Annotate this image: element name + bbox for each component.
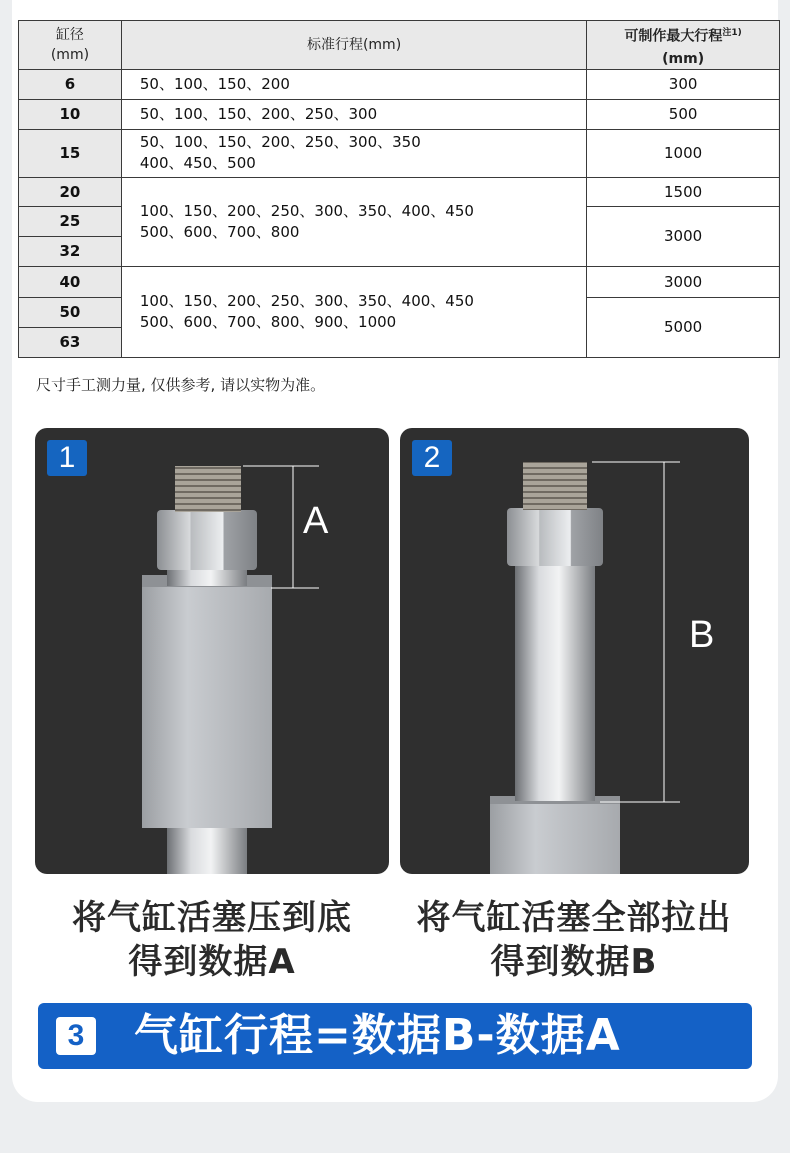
max-stroke-cell: 3000: [587, 206, 780, 266]
step-badge: 1: [47, 440, 87, 476]
stroke-spec-table: [18, 20, 780, 358]
max-stroke-cell: 3000: [587, 266, 780, 297]
bore-cell: 40: [19, 266, 122, 297]
table-row: [19, 99, 780, 129]
bore-cell: 10: [19, 99, 122, 129]
table-row: [19, 69, 780, 99]
table-header-row: [19, 21, 780, 70]
standard-stroke-cell: 100、150、200、250、300、350、400、450 500、600、700、800: [121, 177, 586, 266]
caption-step-2: 将气缸活塞全部拉出 得到数据B: [416, 898, 732, 982]
caption-step-1: 将气缸活塞压到底 得到数据A: [72, 898, 352, 982]
standard-stroke-cell: 50、100、150、200、250、300、350 400、450、500: [121, 129, 586, 177]
formula-banner: [38, 1003, 752, 1069]
table-row: [19, 266, 780, 297]
bore-cell: 25: [19, 206, 122, 236]
measurement-note: 尺寸手工测力量, 仅供参考, 请以实物为准。: [36, 376, 326, 394]
max-stroke-cell: 1500: [587, 177, 780, 206]
step-badge: 2: [412, 440, 452, 476]
cylinder-compressed-illustration: [35, 428, 389, 874]
bore-cell: 63: [19, 327, 122, 357]
bore-cell: 32: [19, 236, 122, 266]
max-stroke-cell: 500: [587, 99, 780, 129]
bore-cell: 15: [19, 129, 122, 177]
table-row: [19, 177, 780, 206]
bore-cell: 6: [19, 69, 122, 99]
max-stroke-cell: 5000: [587, 297, 780, 357]
max-stroke-cell: 1000: [587, 129, 780, 177]
step-badge: 3: [56, 1017, 96, 1055]
header-bore: 缸径 (mm): [19, 21, 122, 70]
dimension-label: A: [303, 500, 329, 542]
panel-compressed: [35, 428, 389, 874]
standard-stroke-cell: 50、100、150、200、250、300: [121, 99, 586, 129]
standard-stroke-cell: 100、150、200、250、300、350、400、450 500、600、700、800、900、1000: [121, 266, 586, 357]
header-max-stroke: 可制作最大行程$^{注1)}$ (mm): [587, 21, 780, 70]
dimension-label: B: [689, 614, 715, 656]
bore-cell: 50: [19, 297, 122, 327]
formula-text: 气缸行程=数据B-数据A: [134, 1010, 621, 1061]
bore-cell: 20: [19, 177, 122, 206]
standard-stroke-cell: 50、100、150、200: [121, 69, 586, 99]
max-stroke-cell: 300: [587, 69, 780, 99]
table-row: [19, 129, 780, 177]
header-standard-stroke: 标准行程(mm): [121, 21, 586, 70]
panel-extended: [400, 428, 749, 874]
